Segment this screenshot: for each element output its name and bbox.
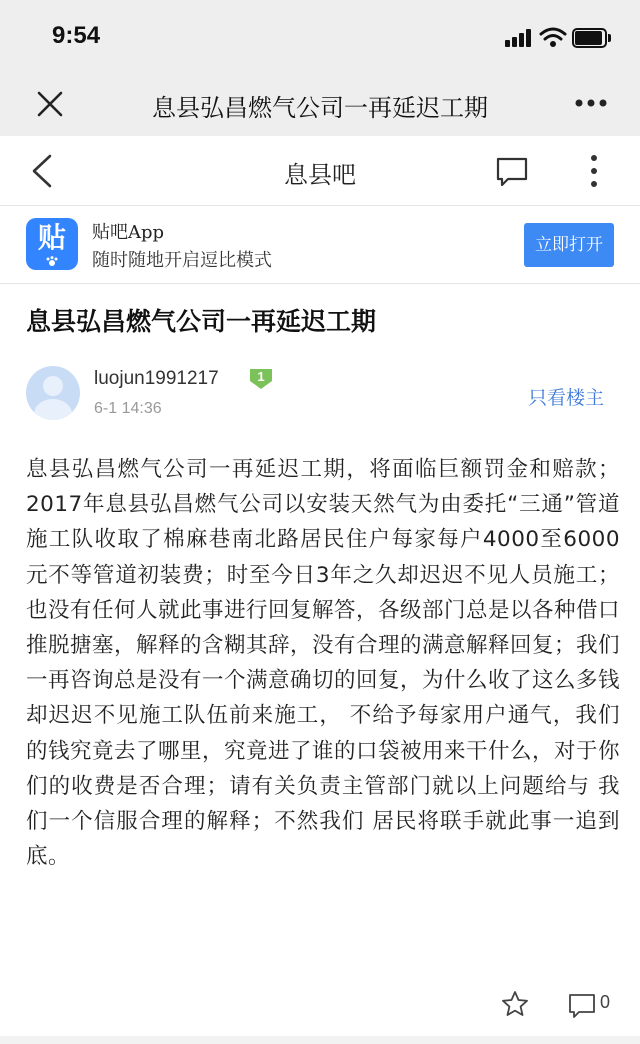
forum-nav <box>0 136 640 206</box>
post-actions <box>0 986 640 1026</box>
level-badge <box>248 367 274 391</box>
webview-title: 息县弘昌燃气公司一再延迟工期 <box>152 94 488 122</box>
comment-icon[interactable] <box>568 992 596 1020</box>
star-icon[interactable] <box>501 990 529 1018</box>
vertical-more-icon[interactable] <box>590 154 598 188</box>
more-icon[interactable] <box>574 98 608 108</box>
close-icon[interactable] <box>36 90 64 118</box>
back-icon[interactable] <box>30 154 54 188</box>
wifi-icon <box>538 26 568 48</box>
post-content: 息县弘昌燃气公司一再延迟工期，将面临巨额罚金和赔款；2017年息县弘昌燃气公司以安装天然气为由委托“三通”管道施工队收取了棉麻巷南北路居民住户每家每户4000至6000元不等管道初装费；时至今日3年之久却迟迟不见人员施工；也没有任何人就此事进行回复解答，各级部门总是以各种借口推脱搪塞，解释的含糊其辞，没有合理的满意解释回复；我们一再咨询总是没有一个满意确切的回复，为什么收了这么多钱却迟迟不见施工队伍前来施工， 不给予每家用户通气，我们的钱究竟去了哪里，究竟进了谁的口袋被用来干什么，对于你们的收费是否合理；请有关负责主管部门就以上问题给与 我们一个信服合理的解释；不然我们 居民将联手就此事一追到底。 <box>26 457 621 870</box>
post-title: 息县弘昌燃气公司一再延迟工期 <box>26 307 377 336</box>
forum-title: 息县吧 <box>284 161 356 189</box>
post-time: 6-1 14:36 <box>94 400 162 417</box>
signal-icon <box>505 29 535 47</box>
banner-title: 贴吧App <box>92 222 165 243</box>
comment-count: 0 <box>600 992 611 1012</box>
battery-icon <box>572 28 612 48</box>
tieba-app-logo <box>26 218 78 270</box>
banner-subtitle: 随时随地开启逗比模式 <box>92 250 272 271</box>
paw-icon <box>46 256 58 266</box>
author-name[interactable]: luojun1991217 <box>94 368 219 389</box>
level-number: 1 <box>257 369 265 384</box>
webview-title-bar <box>0 76 640 136</box>
status-time: 9:54 <box>52 22 101 49</box>
message-icon[interactable] <box>496 156 528 188</box>
open-app-button[interactable]: 立即打开 <box>524 223 614 267</box>
bottom-divider <box>0 1036 640 1044</box>
app-banner[interactable] <box>0 206 640 284</box>
only-op-link[interactable]: 只看楼主 <box>528 387 605 409</box>
status-bar <box>0 0 640 76</box>
avatar[interactable] <box>26 366 80 420</box>
logo-char: 贴 <box>37 221 66 254</box>
